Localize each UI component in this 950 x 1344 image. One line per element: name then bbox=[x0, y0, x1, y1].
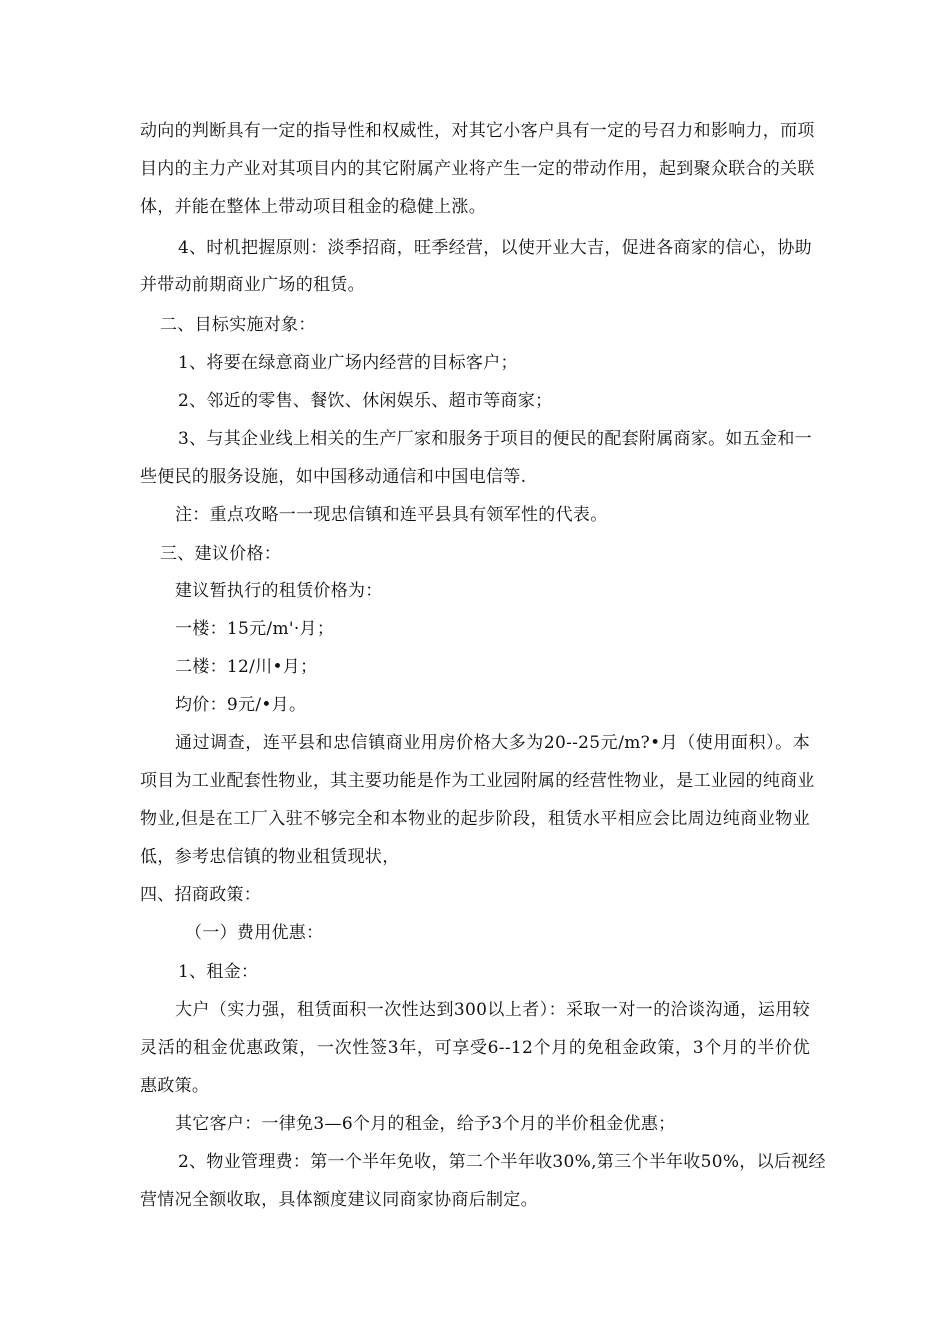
paragraph-line: 惠政策。 bbox=[140, 1076, 210, 1096]
section-heading: 二、目标实施对象： bbox=[160, 315, 316, 335]
list-item: 2、邻近的零售、餐饮、休闲娱乐、超市等商家； bbox=[178, 391, 553, 411]
section-heading: 四、招商政策： bbox=[140, 885, 262, 905]
note-text: 注：重点攻略一一现忠信镇和连平县具有领军性的代表。 bbox=[175, 505, 608, 525]
subsection-heading: （一）费用优惠： bbox=[185, 923, 324, 943]
paragraph-line: 营情况全额收取，具体额度建议同商家协商后制定。 bbox=[140, 1190, 538, 1210]
list-item: 3、与其企业线上相关的生产厂家和服务于项目的便民的配套附属商家。如五金和一 bbox=[178, 429, 812, 449]
paragraph-line: 些便民的服务设施，如中国移动通信和中国电信等. bbox=[140, 467, 527, 487]
section-heading: 三、建议价格： bbox=[160, 544, 282, 564]
paragraph-line: 其它客户：一律免3—6个月的租金，给予3个月的半价租金优惠； bbox=[175, 1114, 676, 1134]
paragraph-line: 通过调查，连平县和忠信镇商业用房价格大多为20--25元/m?•月（使用面积）。本 bbox=[175, 733, 810, 753]
paragraph-line: 大户（实力强，租赁面积一次性达到300以上者）：采取一对一的洽谈沟通，运用较 bbox=[175, 1000, 810, 1020]
paragraph-line: 灵活的租金优惠政策，一次性签3年，可享受6--12个月的免租金政策，3个月的半价优 bbox=[140, 1038, 810, 1058]
price-line: 一楼：15元/m'·月； bbox=[175, 619, 335, 639]
paragraph-line: 4、时机把握原则：淡季招商，旺季经营，以使开业大吉，促进各商家的信心，协助 bbox=[178, 238, 812, 258]
paragraph-line: 物业,但是在工厂入驻不够完全和本物业的起步阶段，租赁水平相应会比周边纯商业物业 bbox=[140, 809, 810, 829]
paragraph-line: 建议暂执行的租赁价格为： bbox=[175, 581, 383, 601]
paragraph-line: 动向的判断具有一定的指导性和权威性，对其它小客户具有一定的号召力和影响力，而项 bbox=[140, 121, 815, 141]
paragraph-line: 低，参考忠信镇的物业租赁现状， bbox=[140, 847, 400, 867]
paragraph-line: 并带动前期商业广场的租赁。 bbox=[140, 275, 365, 295]
paragraph-line: 项目为工业配套性物业，其主要功能是作为工业园附属的经营性物业，是工业园的纯商业 bbox=[140, 771, 815, 791]
list-item: 1、将要在绿意商业广场内经营的目标客户； bbox=[178, 353, 518, 373]
paragraph-line: 体，并能在整体上带动项目租金的稳健上涨。 bbox=[140, 197, 486, 217]
list-item: 2、物业管理费：第一个半年免收，第二个半年收30%,第三个半年收50%，以后视经 bbox=[178, 1152, 826, 1172]
price-line: 二楼：12/川•月； bbox=[175, 657, 318, 677]
list-item: 1、租金： bbox=[178, 962, 259, 982]
paragraph-line: 目内的主力产业对其项目内的其它附属产业将产生一定的带动作用，起到聚众联合的关联 bbox=[140, 159, 815, 179]
price-line: 均价：9元/•月。 bbox=[175, 695, 307, 715]
